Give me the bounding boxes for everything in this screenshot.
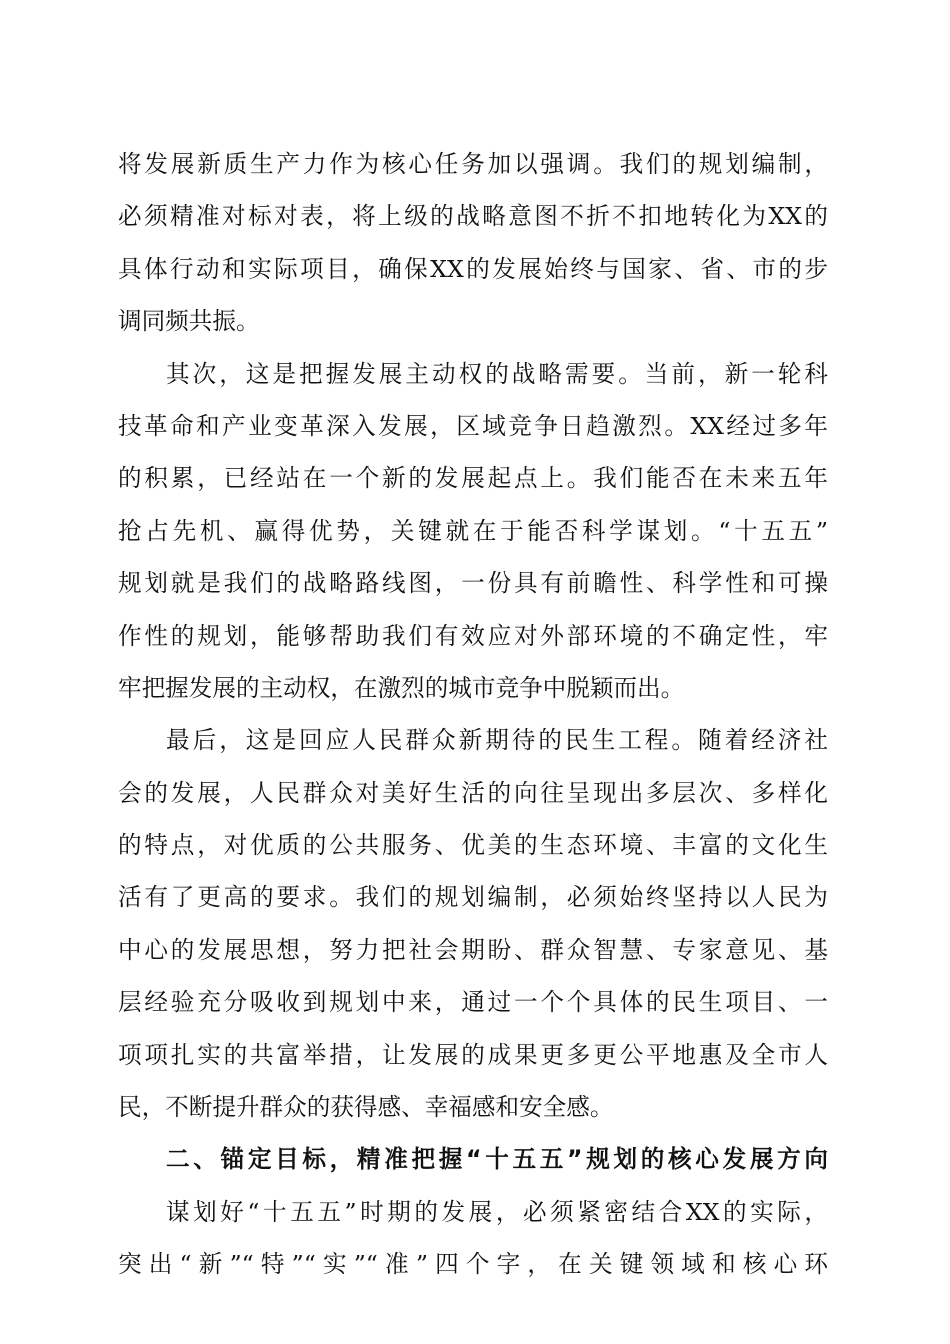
text-line: 抢占先机、赢得优势，关键就在于能否科学谋划。“十五五” [118, 516, 828, 545]
text-line: 最后，这是回应人民群众新期待的民生工程。随着经济社 [166, 726, 828, 755]
text-line: 民，不断提升群众的获得感、幸福感和安全感。 [118, 1093, 614, 1122]
text-line: 技革命和产业变革深入发展，区域竞争日趋激烈。XX经过多年 [118, 411, 828, 440]
text-line: 会的发展，人民群众对美好生活的向往呈现出多层次、多样化 [118, 778, 828, 807]
paragraph-continuation [118, 138, 828, 348]
text-line: 规划就是我们的战略路线图，一份具有前瞻性、科学性和可操 [118, 569, 828, 598]
text-line: 作性的规划，能够帮助我们有效应对外部环境的不确定性，牢 [118, 621, 828, 650]
text-line: 活有了更高的要求。我们的规划编制，必须始终坚持以人民为 [118, 883, 828, 912]
text-line: 的特点，对优质的公共服务、优美的生态环境、丰富的文化生 [118, 831, 828, 860]
text-line: 必须精准对标对表，将上级的战略意图不折不扣地转化为XX的 [118, 202, 828, 231]
text-line: 其次，这是把握发展主动权的战略需要。当前，新一轮科 [166, 359, 828, 388]
text-line: 项项扎实的共富举措，让发展的成果更多更公平地惠及全市人 [118, 1040, 828, 1069]
text-line: 谋划好“十五五”时期的发展，必须紧密结合XX的实际， [166, 1197, 828, 1226]
text-line: 牢把握发展的主动权，在激烈的城市竞争中脱颖而出。 [118, 673, 685, 702]
text-line: 具体行动和实际项目，确保XX的发展始终与国家、省、市的步 [118, 254, 828, 283]
text-line: 将发展新质生产力作为核心任务加以强调。我们的规划编制， [118, 150, 828, 178]
text-line: 中心的发展思想，努力把社会期盼、群众智慧、专家意见、基 [118, 935, 828, 964]
text-line: 层经验充分吸收到规划中来，通过一个个具体的民生项目、一 [118, 988, 828, 1017]
section-heading: 二、锚定目标，精准把握“十五五”规划的核心发展方向 [166, 1145, 828, 1174]
paragraph-second-reason [118, 348, 828, 715]
text-line: 的积累，已经站在一个新的发展起点上。我们能否在未来五年 [118, 464, 828, 493]
document-body [118, 138, 828, 1291]
text-line: 突出“新”“特”“实”“准”四个字，在关键领域和核心环 [118, 1250, 828, 1279]
text-line: 调同频共振。 [118, 307, 260, 336]
paragraph-section-intro [118, 1186, 828, 1291]
paragraph-third-reason [118, 714, 828, 1133]
